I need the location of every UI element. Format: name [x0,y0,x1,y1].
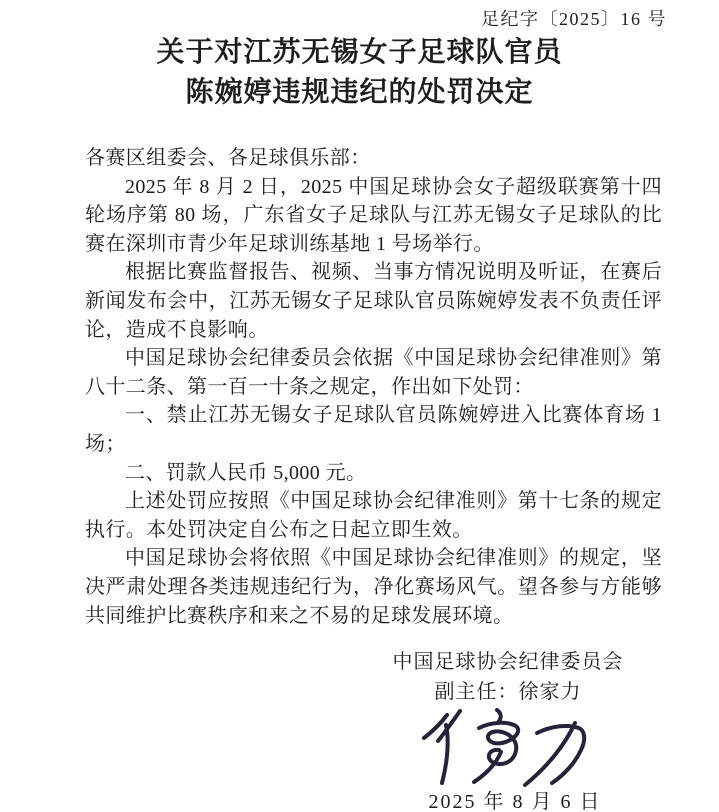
signoff-block [358,647,658,812]
doc-title-line2: 陈婉婷违规违纪的处罚决定 [185,77,534,108]
handwritten-signature [413,703,603,789]
signoff-organization: 中国足球协会纪律委员会 [392,651,624,673]
paragraph-penalty-item-1: 一、禁止江苏无锡女子足球队官员陈婉婷进入比赛体育场 1 场； [85,404,662,455]
doc-title-line1: 关于对江苏无锡女子足球队官员 [156,37,563,68]
doc-body [85,144,662,630]
paragraph: 根据比赛监督报告、视频、当事方情况说明及听证，在赛后新闻发布会中，江苏无锡女子足球队官员陈婉婷发表不负责任评论，造成不良影响。 [85,261,662,341]
paragraph: 2025 年 8 月 2 日，2025 中国足球协会女子超级联赛第十四轮场序第 80 场，广东省女子足球队与江苏无锡女子足球队的比赛在深圳市青少年足球训练基地 1 号场举行。 [85,175,662,255]
paragraph: 上述处罚应按照《中国足球协会纪律准则》第十七条的规定执行。本处罚决定自公布之日起立即生效。 [85,490,662,541]
paragraph: 中国足球协会将依照《中国足球协会纪律准则》的规定，坚决严肃处理各类违规违纪行为，净化赛场风气。望各参与方能够共同维护比赛秩序和来之不易的足球发展环境。 [85,547,662,627]
paragraph-penalty-item-2: 二、罚款人民币 5,000 元。 [125,461,367,484]
doc-title [0,33,719,113]
signoff-signer-title: 副主任：徐家力 [434,681,582,703]
paragraph: 中国足球协会纪律委员会依据《中国足球协会纪律准则》第八十二条、第一百一十条之规定，作出如下处罚： [85,347,662,398]
doc-reference-number: 足纪字〔2025〕16 号 [481,9,667,29]
signoff-date: 2025 年 8 月 6 日 [428,791,602,812]
salutation: 各赛区组委会、各足球俱乐部： [85,147,371,169]
